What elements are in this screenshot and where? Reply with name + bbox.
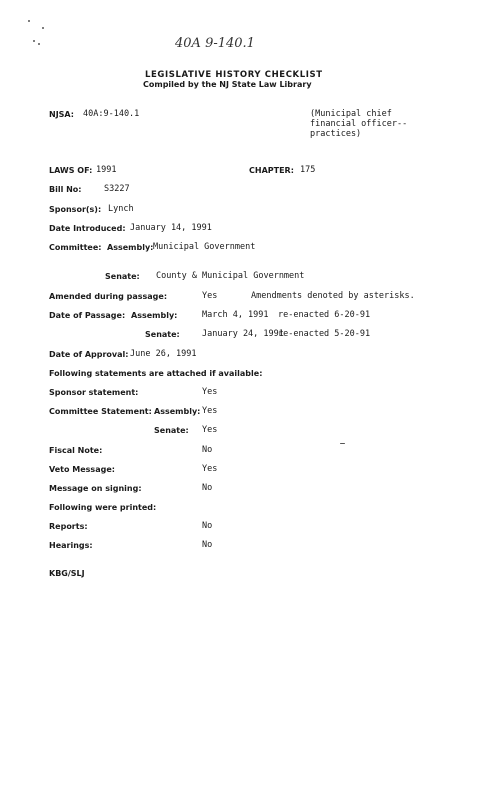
scan-speck — [38, 43, 40, 45]
sponsor-statement-label: Sponsor statement: — [49, 388, 139, 397]
committee-statement-senate-value: Yes — [202, 425, 218, 435]
laws-of-value: 1991 — [96, 165, 117, 175]
statements-heading: Following statements are attached if available: — [49, 369, 263, 378]
committee-statement-label: Committee Statement: — [49, 407, 152, 416]
printed-heading: Following were printed: — [49, 503, 157, 512]
date-of-approval-value: June 26, 1991 — [130, 349, 197, 359]
committee-statement-assembly-value: Yes — [202, 406, 218, 416]
document-subtitle: Compiled by the NJ State Law Library — [143, 80, 312, 89]
sponsor-value: Lynch — [108, 204, 134, 214]
njsa-label: NJSA: — [49, 110, 74, 119]
passage-senate-label: Senate: — [145, 330, 180, 339]
scan-speck — [42, 27, 44, 29]
laws-of-label: LAWS OF: — [49, 166, 93, 175]
committee-senate-value: County & Municipal Government — [156, 271, 305, 281]
passage-senate-value: January 24, 1991 — [202, 329, 284, 339]
reports-value: No — [202, 521, 213, 531]
passage-assembly-value: March 4, 1991 — [202, 310, 269, 320]
committee-senate-label: Senate: — [105, 272, 140, 281]
date-of-approval-label: Date of Approval: — [49, 350, 129, 359]
hearings-label: Hearings: — [49, 541, 93, 550]
scan-speck — [33, 40, 35, 42]
sponsor-label: Sponsor(s): — [49, 205, 102, 214]
amended-value: Yes — [202, 291, 218, 301]
committee-statement-assembly-label: Assembly: — [154, 407, 201, 416]
fiscal-note-label: Fiscal Note: — [49, 446, 103, 455]
date-introduced-label: Date Introduced: — [49, 224, 126, 233]
handwritten-reference: 40A 9-140.1 — [175, 36, 255, 51]
amended-label: Amended during passage: — [49, 292, 168, 301]
document-title: LEGISLATIVE HISTORY CHECKLIST — [145, 70, 323, 80]
hearings-value: No — [202, 540, 213, 550]
passage-senate-reenacted: re-enacted 5-20-91 — [278, 329, 371, 339]
bill-no-label: Bill No: — [49, 185, 82, 194]
amended-note: Amendments denoted by asterisks. — [251, 291, 415, 301]
initials: KBG/SLJ — [49, 569, 85, 578]
passage-assembly-reenacted: re-enacted 6-20-91 — [278, 310, 371, 320]
date-of-passage-label: Date of Passage: — [49, 311, 126, 320]
message-on-signing-value: No — [202, 483, 213, 493]
chapter-label: CHAPTER: — [249, 166, 294, 175]
subject-note: (Municipal chief financial officer-- practices) — [310, 109, 408, 139]
sponsor-statement-value: Yes — [202, 387, 218, 397]
veto-message-label: Veto Message: — [49, 465, 115, 474]
scan-speck — [340, 443, 345, 444]
date-introduced-value: January 14, 1991 — [130, 223, 212, 233]
message-on-signing-label: Message on signing: — [49, 484, 142, 493]
veto-message-value: Yes — [202, 464, 218, 474]
committee-assembly-value: Municipal Government — [153, 242, 256, 252]
reports-label: Reports: — [49, 522, 88, 531]
committee-assembly-label: Assembly: — [107, 243, 154, 252]
scan-speck — [28, 20, 30, 22]
committee-label: Committee: — [49, 243, 102, 252]
bill-no-value: S3227 — [104, 184, 130, 194]
fiscal-note-value: No — [202, 445, 213, 455]
passage-assembly-label: Assembly: — [131, 311, 178, 320]
committee-statement-senate-label: Senate: — [154, 426, 189, 435]
njsa-value: 40A:9-140.1 — [83, 109, 140, 119]
chapter-value: 175 — [300, 165, 316, 175]
